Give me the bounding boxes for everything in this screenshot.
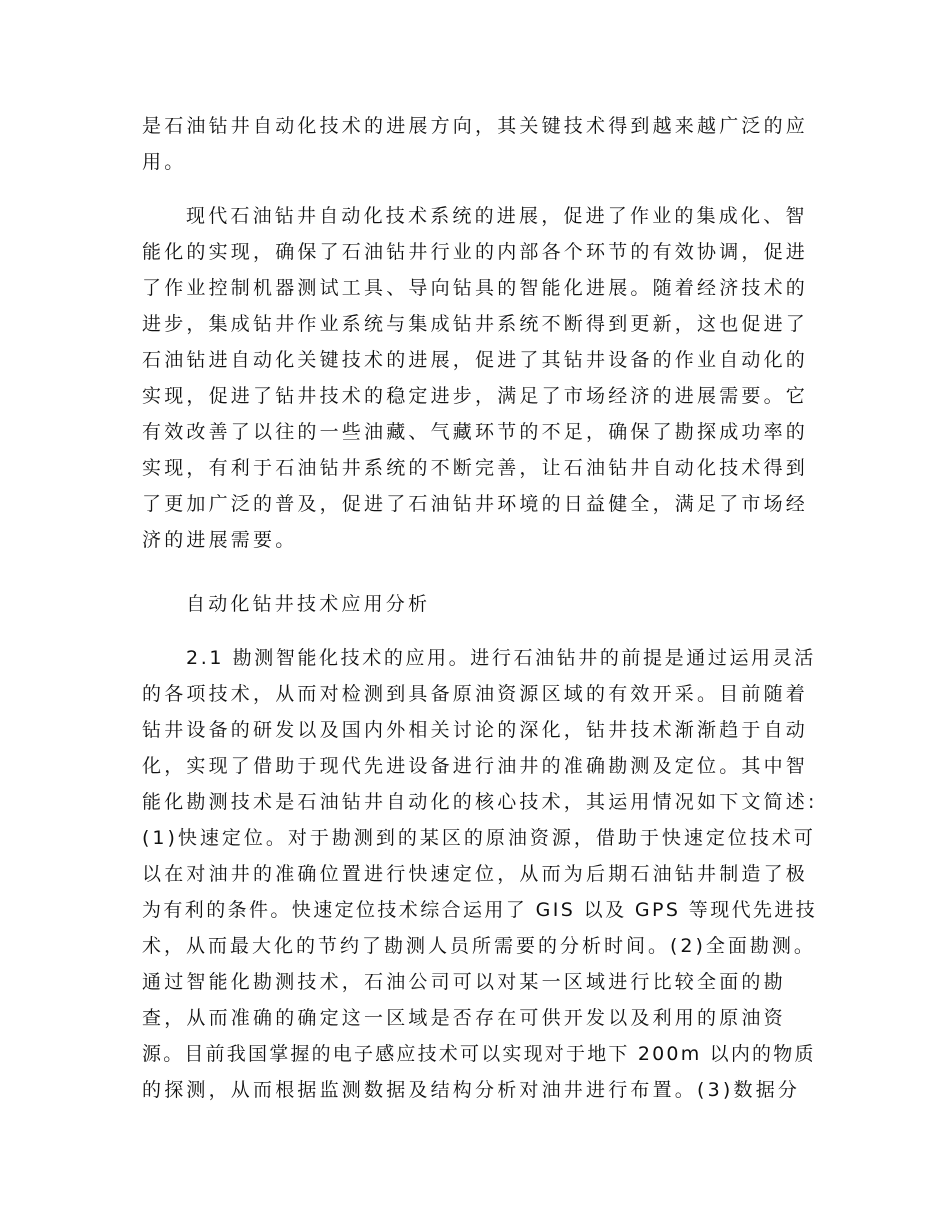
text-line: (1)快速定位。对于勘测到的某区的原油资源，借助于快速定位技术可 [142,827,816,849]
text-line: 实现，有利于石油钻井系统的不断完善，让石油钻井自动化技术得到 [142,457,809,479]
text-line: 进步，集成钻井作业系统与集成钻井系统不断得到更新，这也促进了 [142,313,809,335]
text-line: 了作业控制机器测试工具、导向钻具的智能化进展。随着经济技术的 [142,277,809,299]
text-line: 以在对油井的准确位置进行快速定位，从而为后期石油钻井制造了极 [142,863,809,885]
text-line: 济的进展需要。 [142,529,298,551]
text-line: 通过智能化勘测技术，石油公司可以对某一区域进行比较全面的勘 [142,971,786,993]
text-line: 为有利的条件。快速定位技术综合运用了 GIS 以及 GPS 等现代先进技 [142,899,818,921]
text-line: 现代石油钻井自动化技术系统的进展，促进了作业的集成化、智 [186,205,808,227]
text-line: 了更加广泛的普及，促进了石油钻井环境的日益健全，满足了市场经 [142,493,809,515]
text-line: 钻井设备的研发以及国内外相关讨论的深化，钻井技术渐渐趋于自动 [142,719,809,741]
text-line: 能化勘测技术是石油钻井自动化的核心技术，其运用情况如下文简述: [142,791,818,813]
heading-text: 自动化钻井技术应用分析 [186,593,431,615]
text-line: 是石油钻井自动化技术的进展方向，其关键技术得到越来越广泛的应 [142,115,809,137]
text-line: 实现，促进了钻井技术的稳定进步，满足了市场经济的进展需要。它 [142,385,809,407]
text-line: 的探测，从而根据监测数据及结构分析对油井进行布置。(3)数据分 [142,1079,801,1101]
text-line: 2.1 勘测智能化技术的应用。进行石油钻井的前提是通过运用灵活 [186,647,816,669]
text-line: 能化的实现，确保了石油钻井行业的内部各个环节的有效协调，促进 [142,241,809,263]
text-line: 源。目前我国掌握的电子感应技术可以实现对于地下 200m 以内的物质 [142,1043,816,1065]
text-line: 查，从而准确的确定这一区域是否存在可供开发以及利用的原油资 [142,1007,786,1029]
text-line: 用。 [142,151,187,173]
text-line: 术，从而最大化的节约了勘测人员所需要的分析时间。(2)全面勘测。 [142,935,816,957]
text-line: 的各项技术，从而对检测到具备原油资源区域的有效开采。目前随着 [142,683,809,705]
text-line: 有效改善了以往的一些油藏、气藏环节的不足，确保了勘探成功率的 [142,421,809,443]
text-line: 化，实现了借助于现代先进设备进行油井的准确勘测及定位。其中智 [142,755,809,777]
text-line: 石油钻进自动化关键技术的进展，促进了其钻井设备的作业自动化的 [142,349,809,371]
